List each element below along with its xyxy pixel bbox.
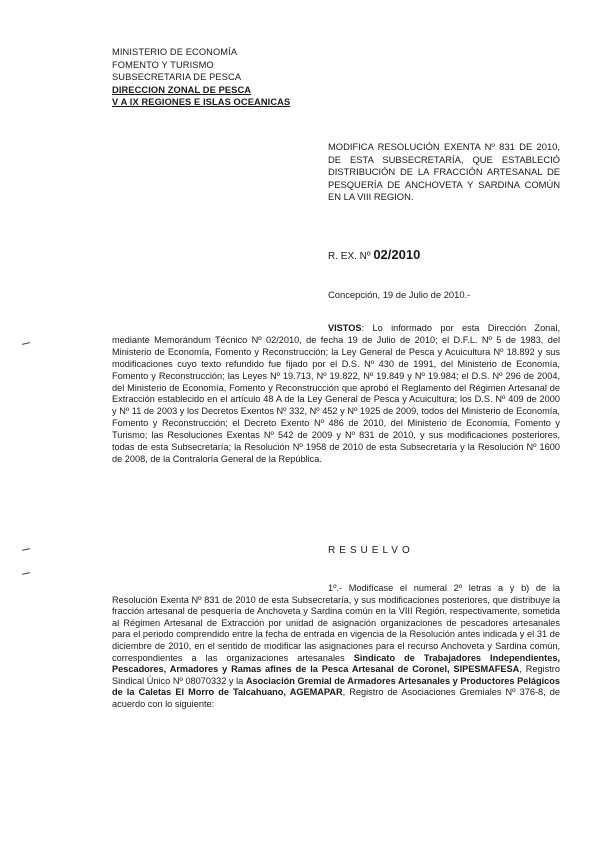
zonal-directorate-line: DIRECCION ZONAL DE PESCA [112,84,252,95]
margin-mark [22,572,32,575]
resuelvo-heading: RESUELVO [328,545,414,556]
point1-org-1: Sindicato de Trabajadores Independientes, Pescadores, Armadores y Ramas afines de la Pesca Artesanal de Coronel, SIPESMAFESA [112,652,560,675]
point1-text-1: 1º.- Modifícase el numeral 2º letras a y b) de la Resolución Exenta Nº 831 de 2010 de esta Subsecretaría, y sus modificaciones posteriores, que distribuye la fracción artesanal de pesquería de Anchoveta y Sardina común en la VIII Región, respectivamente, sometida al Régimen Artesanal de Extracción por unidad de asignación organizaciones de pescadores artesanales para el periodo comprendido entre la fecha de entrada en vigencia de la Resolución antes indicada y el 31 de diciembre de 2010, en el sentido de modificar las asignaciones para el recurso Anchoveta y Sardina común, correspondientes a las organizaciones artesanales [112,583,560,663]
regions-line: V A IX REGIONES E ISLAS OCEANICAS [112,97,291,107]
margin-mark [22,548,32,551]
margin-mark [22,342,32,345]
vistos-label: VISTOS [328,323,362,333]
place-and-date: Concepción, 19 de Julio de 2010.- [328,289,471,300]
letterhead [112,46,342,109]
ministry-line: MINISTERIO DE ECONOMÍA [112,47,238,57]
point1-org-2: Asociación Gremial de Armadores Artesanales y Productores Pelágicos de la Caletas El Morro de Talcahuano, AGEMAPAR [112,675,560,698]
resolution-point-1 [112,583,560,711]
resolution-prefix: R. EX. Nº [328,251,374,262]
resolution-subject: MODIFICA RESOLUCIÓN EXENTA Nº 831 DE 2010, DE ESTA SUBSECRETARÍA, QUE ESTABLECIÓ DISTRIBUCIÓN DE LA FRACCIÓN ARTESANAL DE PESQUERÍA DE ANCHOVETA Y SARDINA COMÚN EN LA VIII REGION. [328,141,560,202]
point1-text-3: , Registro de Asociaciones Gremiales Nº 376-8, de acuerdo con lo siguiente: [112,687,560,709]
vistos-paragraph [112,323,560,466]
undersecretariat-line: SUBSECRETARIA DE PESCA [112,72,242,82]
ministry-line-2: FOMENTO Y TURISMO [112,59,214,70]
vistos-text: : Lo informado por esta Dirección Zonal, mediante Memorándum Técnico Nº 02/2010, de fecha 19 de Julio de 2010; el D.F.L. Nº 5 de 1983, del Ministerio de Economía, Fomento y Reconstrucción; la Ley General de Pesca y Acuicultura Nº 18.892 y sus modificaciones cuyo texto refundido fue fijado por el D.S. Nº 430 de 1991, del Ministerio de Economía, Fomento y Reconstrucción; las Leyes Nº 19.713, Nº 19.822, Nº 19.849 y Nº 19.984; el D.S. Nº 296 de 2004, del Ministerio de Economía, Fomento y Reconstrucción que aprobó el Reglamento del Régimen Artesanal de Extracción establecido en el artículo 48 A de la Ley General de Pesca y Acuicultura; los D.S. Nº 409 de 2000 y Nº 11 de 2003 y los Decretos Exentos Nº 332, Nº 452 y Nº 1925 de 2009, todos del Ministerio de Economía, Fomento y Reconstrucción; el Decreto Exento Nº 486 de 2010, del Ministerio de Economía, Fomento y Turismo; las Resoluciones Exentas Nº 542 de 2009 y Nº 831 de 2010, y sus modificaciones posteriores, todas de esta Subsecretaría; la Resolución Nº 1958 de 2010 de esta Subsecretaría y la Resolución Nº 1600 de 2008, de la Contraloría General de la República. [112,323,560,464]
point1-text-2: , Registro Sindical Único Nº 08070332 y la [112,664,560,686]
resolution-number [328,247,420,262]
resolution-number-value: 02/2010 [373,247,421,262]
